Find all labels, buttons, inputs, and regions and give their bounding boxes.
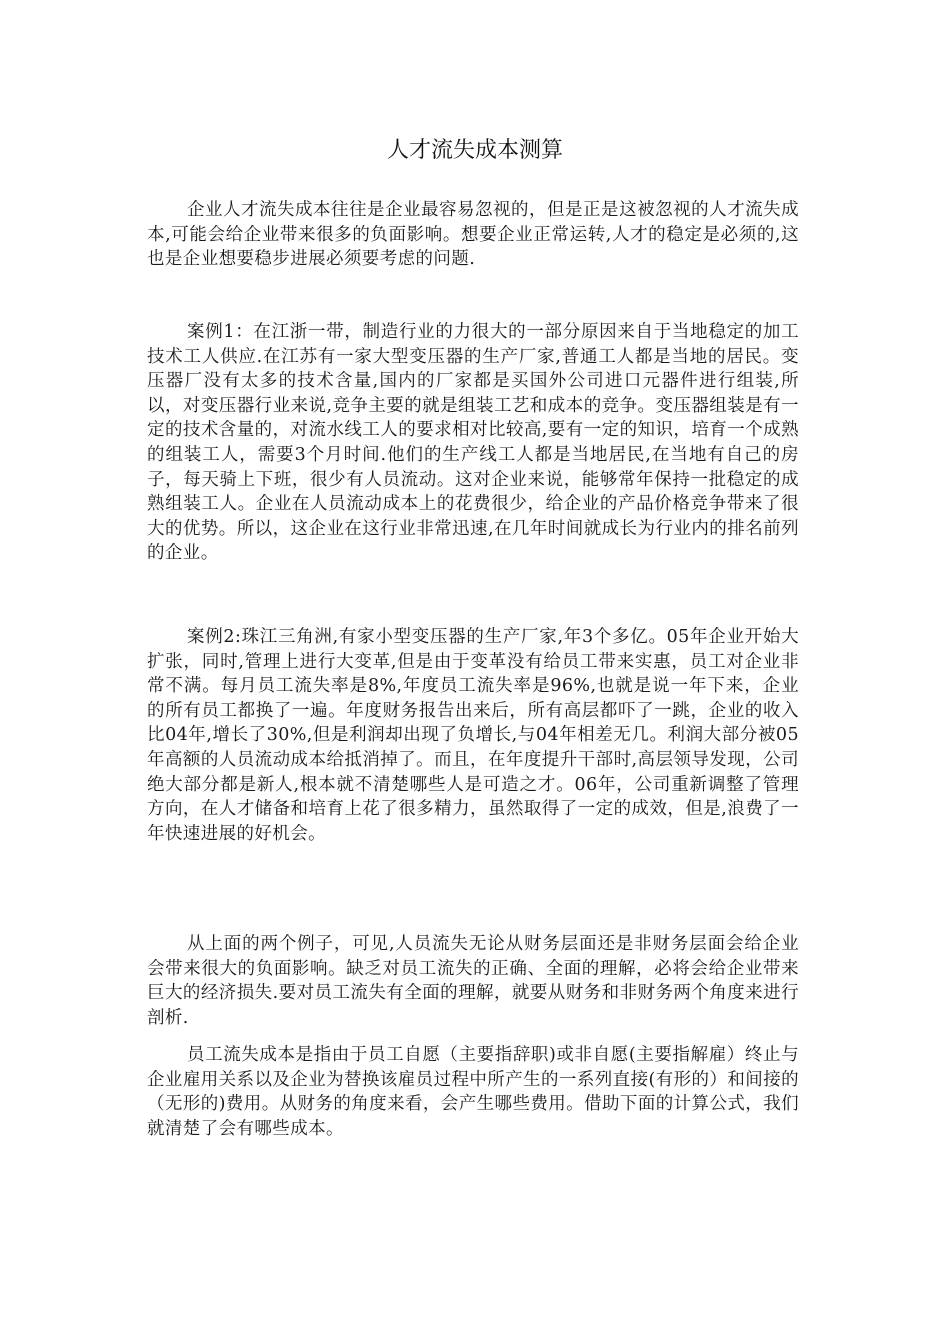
paragraph-case-1: 案例1：在江浙一带，制造行业的力很大的一部分原因来自于当地稳定的加工技术工人供应.在江苏有一家大型变压器的生产厂家,普通工人都是当地的居民。变压器厂没有太多的技术含量,国内的厂家都是买国外公司进口元器件进行组装,所以，对变压器行业来说,竞争主要的就是组装工艺和成本的竞争。变压器组装是有一定的技术含量的，对流水线工人的要求相对比较高,要有一定的知识，培育一个成熟的组装工人，需要3个月时间.他们的生产线工人都是当地居民,在当地有自己的房子，每天骑上下班，很少有人员流动。这对企业来说，能够常年保持一批稳定的成熟组装工人。企业在人员流动成本上的花费很少，给企业的产品价格竞争带来了很大的优势。所以，这企业在这行业非常迅速,在几年时间就成长为行业内的排名前列的企业。 [147, 322, 799, 564]
paragraph-intro: 企业人才流失成本往往是企业最容易忽视的，但是正是这被忽视的人才流失成本,可能会给企业带来很多的负面影响。想要企业正常运转,人才的稳定是必须的,这也是企业想要稳步进展必须要考虑的问题. [147, 200, 799, 270]
paragraph-conclusion: 从上面的两个例子，可见,人员流失无论从财务层面还是非财务层面会给企业会带来很大的负面影响。缺乏对员工流失的正确、全面的理解，必将会给企业带来巨大的经济损失.要对员工流失有全面的理解，就要从财务和非财务两个角度来进行剖析. [147, 934, 799, 1028]
document-title: 人才流失成本测算 [386, 138, 563, 163]
paragraph-definition: 员工流失成本是指由于员工自愿（主要指辞职)或非自愿(主要指解雇）终止与企业雇用关系以及企业为替换该雇员过程中所产生的一系列直接(有形的）和间接的（无形的)费用。从财务的角度来看，会产生哪些费用。借助下面的计算公式，我们就清楚了会有哪些成本。 [147, 1045, 799, 1139]
paragraph-case-2: 案例2:珠江三角洲,有家小型变压器的生产厂家,年3个多亿。05年企业开始大扩张，同时,管理上进行大变革,但是由于变革没有给员工带来实惠，员工对企业非常不满。每月员工流失率是8%,年度员工流失率是96%,也就是说一年下来，企业的所有员工都换了一遍。年度财务报告出来后，所有高层都吓了一跳，企业的收入比04年,增长了30%,但是利润却出现了负增长,与04年相差无几。利润大部分被05年高额的人员流动成本给抵消掉了。而且，在年度提升干部时,高层领导发现，公司绝大部分都是新人,根本就不清楚哪些人是可造之才。06年，公司重新调整了管理方向，在人才储备和培育上花了很多精力，虽然取得了一定的成效，但是,浪费了一年快速进展的好机会。 [147, 627, 799, 844]
